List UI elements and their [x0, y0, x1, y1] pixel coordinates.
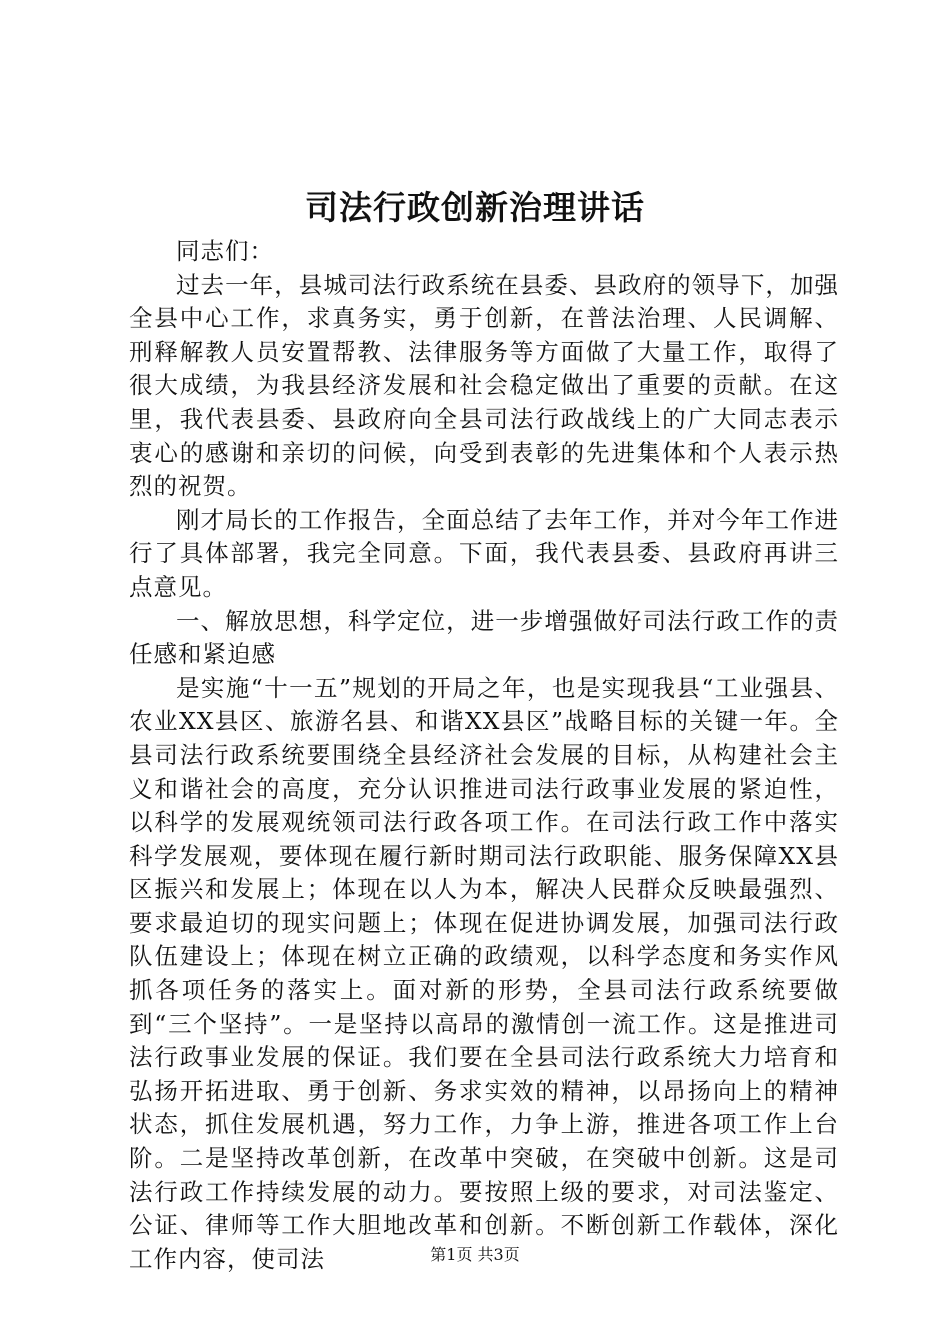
section-heading: 一、解放思想，科学定位，进一步增强做好司法行政工作的责任感和紧迫感: [129, 606, 839, 669]
salutation: 同志们：: [176, 237, 274, 265]
paragraph: 是实施“十一五”规划的开局之年，也是实现我县“工业强县、农业XX县区、旅游名县、和谐XX县区”战略目标的关键一年。全县司法行政系统要围绕全县经济社会发展的目标，从构建社会主义和谐社会的高度，充分认识推进司法行政事业发展的紧迫性，以科学的发展观统领司法行政各项工作。在司法行政工作中落实科学发展观，要体现在履行新时期司法行政职能、服务保障XX县区振兴和发展上；体现在以人为本，解决人民群众反映最强烈、要求最迫切的现实问题上；体现在促进协调发展，加强司法行政队伍建设上；体现在树立正确的政绩观，以科学态度和务实作风抓各项任务的落实上。面对新的形势，全县司法行政系统要做到“三个坚持”。一是坚持以高昂的激情创一流工作。这是推进司法行政事业发展的保证。我们要在全县司法行政系统大力培育和弘扬开拓进取、勇于创新、务求实效的精神，以昂扬向上的精神状态，抓住发展机遇，努力工作，力争上游，推进各项工作上台阶。二是坚持改革创新，在改革中突破，在突破中创新。这是司法行政工作持续发展的动力。要按照上级的要求，对司法鉴定、公证、律师等工作大胆地改革和创新。不断创新工作载体，深化工作内容，使司法: [129, 673, 839, 1273]
page-number-footer: 第1页 共3页: [430, 1245, 520, 1264]
document-title: 司法行政创新治理讲话: [305, 188, 645, 227]
paragraph: 过去一年，县城司法行政系统在县委、县政府的领导下，加强全县中心工作，求真务实，勇于创新，在普法治理、人民调解、刑释解教人员安置帮教、法律服务等方面做了大量工作，取得了很大成绩，为我县经济发展和社会稳定做出了重要的贡献。在这里，我代表县委、县政府向全县司法行政战线上的广大同志表示衷心的感谢和亲切的问候，向受到表彰的先进集体和个人表示热烈的祝贺。: [129, 270, 839, 501]
paragraph: 刚才局长的工作报告，全面总结了去年工作，并对今年工作进行了具体部署，我完全同意。下面，我代表县委、县政府再讲三点意见。: [129, 505, 839, 601]
document-body: [129, 235, 839, 1276]
